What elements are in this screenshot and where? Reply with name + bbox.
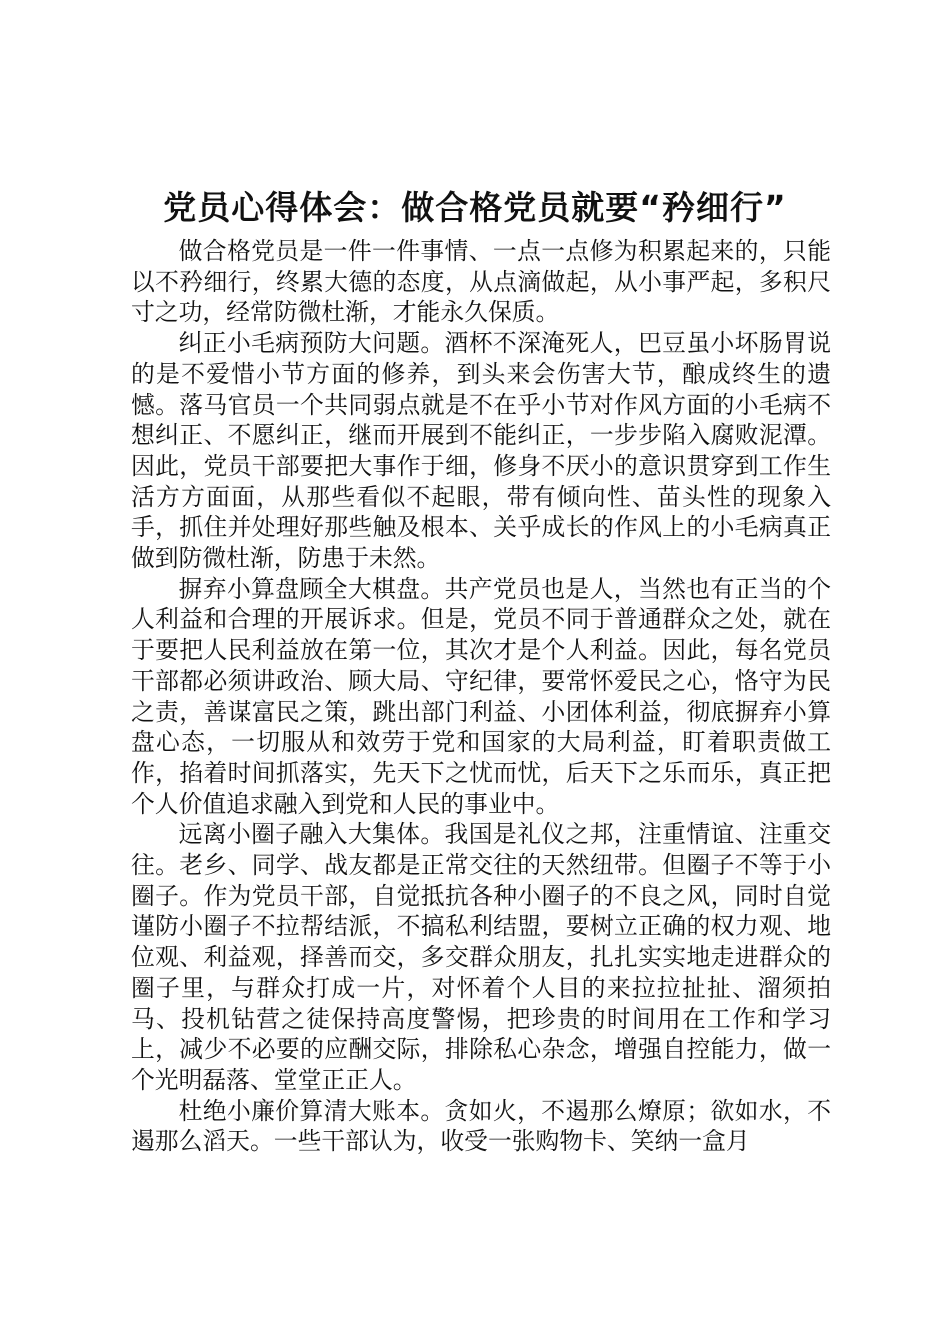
document-title: 党员心得体会：做合格党员就要“矜细行”	[163, 188, 787, 227]
paragraph-small-faults: 纠正小毛病预防大问题。酒杯不深淹死人，巴豆虽小坏肠胃说的是不爱惜小节方面的修养，到头来会伤害大节，酿成终生的遗憾。落马官员一个共同弱点就是不在乎小节对作风方面的小毛病不想纠正、不愿纠正，继而开展到不能纠正，一步步陷入腐败泥潭。因此，党员干部要把大事作于细，修身不厌小的意识贯穿到工作生活方方面面，从那些看似不起眼，带有倾向性、苗头性的现象入手，抓住并处理好那些触及根本、关乎成长的作风上的小毛病真正做到防微杜渐，防患于未然。	[131, 329, 831, 573]
paragraph-big-picture: 摒弃小算盘顾全大棋盘。共产党员也是人，当然也有正当的个人利益和合理的开展诉求。但是，党员不同于普通群众之处，就在于要把人民利益放在第一位，其次才是个人利益。因此，每名党员干部都必须讲政治、顾大局、守纪律，要常怀爱民之心，恪守为民之责，善谋富民之策，跳出部门利益、小团体利益，彻底摒弃小算盘心态，一切服从和效劳于党和国家的大局利益，盯着职责做工作，掐着时间抓落实，先天下之忧而忧，后天下之乐而乐，真正把个人价值追求融入到党和人民的事业中。	[131, 574, 831, 818]
paragraph-petty-gifts: 杜绝小廉价算清大账本。贪如火，不遏那么燎原；欲如水，不遏那么滔天。一些干部认为，收受一张购物卡、笑纳一盒月	[131, 1096, 831, 1156]
paragraph-intro: 做合格党员是一件一件事情、一点一点修为积累起来的，只能以不矜细行，终累大德的态度，从点滴做起，从小事严起，多积尺寸之功，经常防微杜渐，才能永久保质。	[131, 237, 831, 327]
paragraph-small-circles: 远离小圈子融入大集体。我国是礼仪之邦，注重情谊、注重交往。老乡、同学、战友都是正常交往的天然纽带。但圈子不等于小圈子。作为党员干部，自觉抵抗各种小圈子的不良之风，同时自觉谨防小圈子不拉帮结派，不搞私利结盟，要树立正确的权力观、地位观、利益观，择善而交，多交群众朋友，扎扎实实地走进群众的圈子里，与群众打成一片，对怀着个人目的来拉拉扯扯、溜须拍马、投机钻营之徒保持高度警惕，把珍贵的时间用在工作和学习上，减少不必要的应酬交际，排除私心杂念，增强自控能力，做一个光明磊落、堂堂正正人。	[131, 820, 831, 1094]
document-body	[131, 236, 831, 1157]
